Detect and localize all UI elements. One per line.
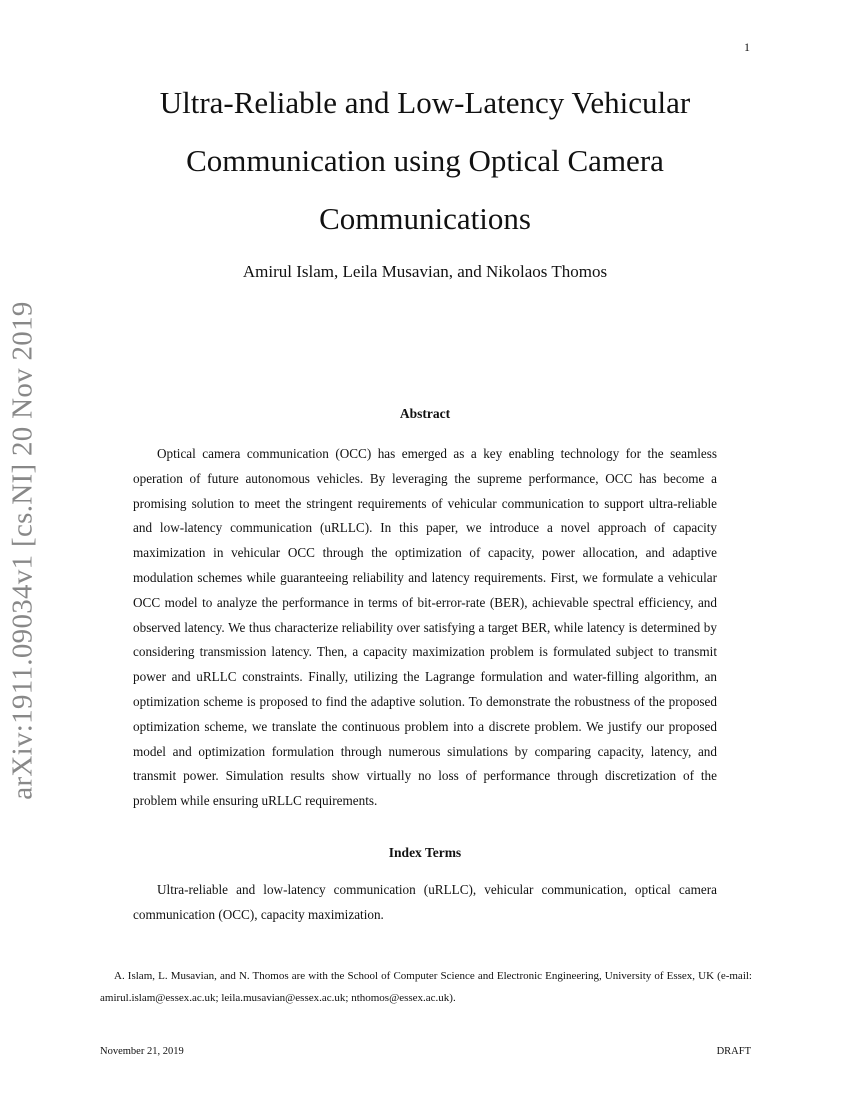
index-terms-heading: Index Terms	[388, 845, 462, 860]
arxiv-identifier-text: arXiv:1911.09034v1 [cs.NI] 20 Nov 2019	[6, 300, 39, 800]
footer-draft-label: DRAFT	[716, 1046, 751, 1057]
arxiv-identifier-stamp	[3, 295, 43, 805]
index-terms-text: Ultra-reliable and low-latency communication (uRLLC), vehicular communication, optical camera communication (OCC), capacity maximization.	[133, 882, 717, 922]
abstract-heading: Abstract	[399, 406, 451, 421]
paper-title: Ultra-Reliable and Low-Latency Vehicular Communication using Optical Camera Communications	[159, 85, 691, 236]
abstract-text: Optical camera communication (OCC) has emerged as a key enabling technology for the seamless operation of future autonomous vehicles. By leveraging the supreme performance, OCC has become a promising solution to meet the stringent requirements of vehicular communication to support ultra-reliable and low-latency communication (uRLLC). In this paper, we introduce a novel approach of capacity maximization in vehicular OCC through the optimization of capacity, power allocation, and adaptive modulation schemes while guaranteeing reliability and latency requirements. First, we formulate a vehicular OCC model to analyze the performance in terms of bit-error-rate (BER), achievable spectral efficiency, and observed latency. We thus characterize reliability over satisfying a target BER, while latency is determined by considering transmission latency. Then, a capacity maximization problem is formulated subject to transmit power and uRLLC constraints. Finally, utilizing the Lagrange formulation and water-filling algorithm, an optimization scheme is proposed to find the adaptive solution. To demonstrate the robustness of the proposed optimization scheme, we translate the continuous problem into a discrete problem. We justify our proposed model and optimization formulation through numerous simulations by comparing capacity, latency, and transmit power. Simulation results show virtually no loss of performance through discretization of the problem while ensuring uRLLC requirements.	[133, 446, 717, 809]
footer-date: November 21, 2019	[100, 1046, 184, 1057]
author-affiliation-footnote: A. Islam, L. Musavian, and N. Thomos are with the School of Computer Science and Electronic Engineering, University of Essex, UK (e-mail: amirul.islam@essex.ac.uk; leila.musavian@essex.ac.uk; nthomos@essex.ac.uk).	[100, 970, 752, 1004]
author-list: Amirul Islam, Leila Musavian, and Nikolaos Thomos	[242, 262, 608, 281]
page-number: 1	[744, 40, 750, 54]
